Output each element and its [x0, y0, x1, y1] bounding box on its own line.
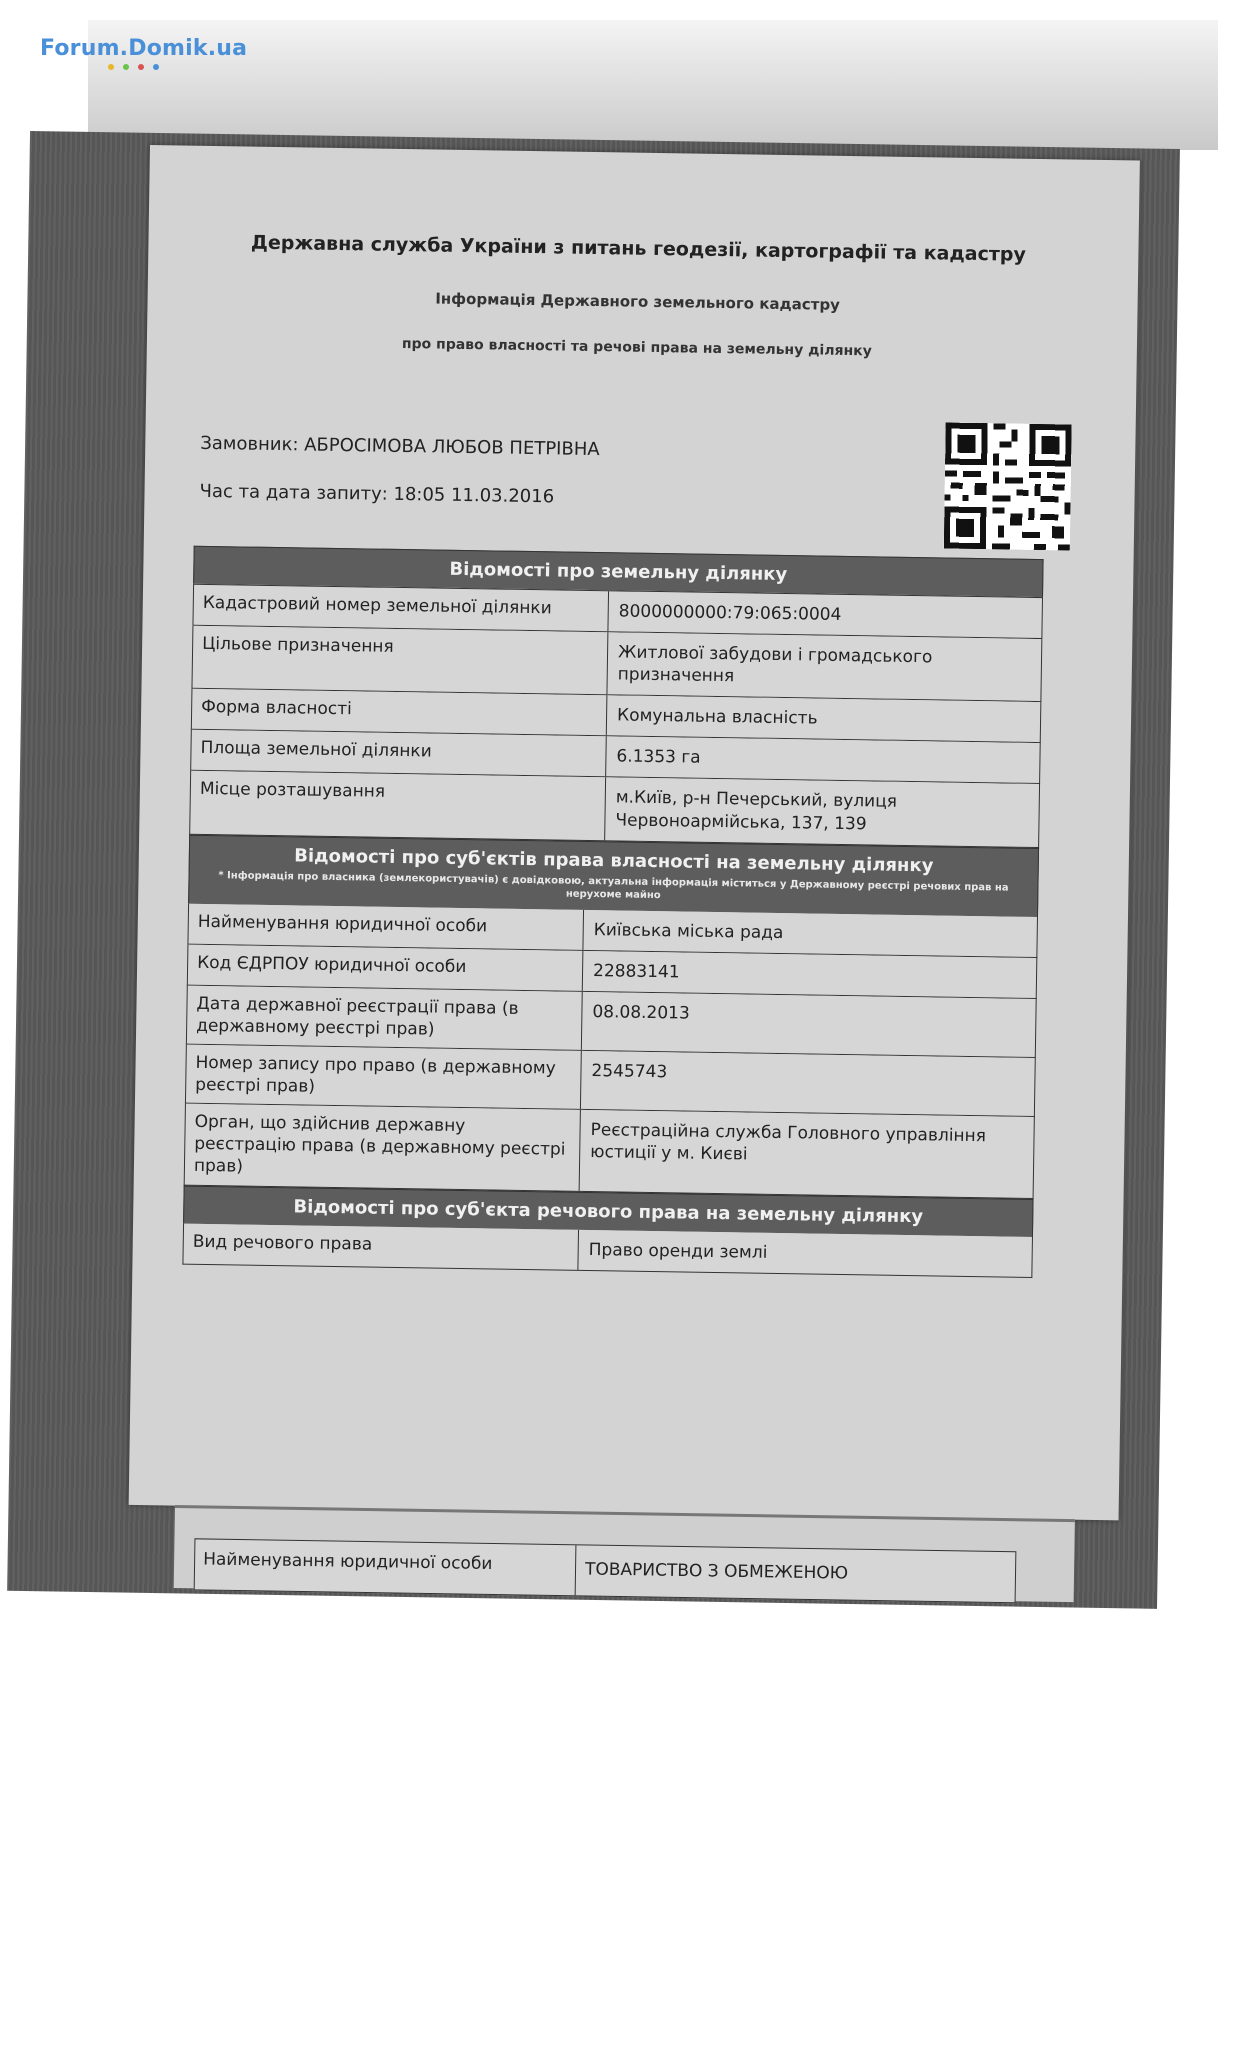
row-label: Дата державної реєстрації права (в державному реєстрі прав) — [187, 986, 583, 1050]
request-time: Час та дата запиту: 18:05 11.03.2016 — [199, 480, 555, 508]
watermark-dots — [108, 64, 159, 70]
row-label: Форма власності — [192, 689, 608, 736]
section-title: Відомості про суб'єктів права власності на земельну ділянку — [294, 845, 934, 877]
row-value: Житлової забудови і громадського призначення — [617, 642, 933, 687]
row-label: Найменування юридичної особи — [202, 1549, 493, 1574]
row-value: 22883141 — [592, 960, 680, 983]
watermark-dot — [153, 64, 159, 70]
document-title: Державна служба України з питань геодезії, картографії та кадастру — [250, 231, 1027, 266]
watermark-dot — [123, 64, 129, 70]
customer-name: Замовник: АБРОСІМОВА ЛЮБОВ ПЕТРІВНА — [200, 432, 600, 461]
section-note: * Інформація про власника (землекористувачів) є довідковою, актуальна інформація міститься у Державному реєстрі речових прав на нерухоме майно — [218, 869, 1009, 902]
row-label: Вид речового права — [183, 1223, 579, 1269]
row-value: 08.08.2013 — [592, 1001, 690, 1024]
row-label: Площа земельної ділянки — [191, 730, 607, 777]
row-value: ТОВАРИСТВО З ОБМЕЖЕНОЮ — [584, 1559, 849, 1584]
section-header-owners — [188, 834, 1039, 916]
watermark-logo: Forum.Domik.ua — [40, 36, 248, 61]
row-label: Цільове призначення — [192, 626, 608, 695]
row-label: Кадастровий номер земельної ділянки — [193, 585, 609, 632]
document-page — [129, 145, 1140, 1520]
row-value: 8000000000:79:065:0004 — [618, 601, 842, 625]
row-value: Комунальна власність — [616, 705, 818, 729]
cell-divider — [575, 1545, 577, 1595]
qr-code-icon — [944, 423, 1072, 551]
document-page-2 — [174, 1505, 1075, 1602]
row-value: Право оренди землі — [588, 1239, 768, 1263]
row-value: Реєстраційна служба Головного управління юстиції у м. Києві — [590, 1120, 987, 1165]
watermark-dot — [138, 64, 144, 70]
row-label: Орган, що здійснив державну реєстрацію права (в державному реєстрі прав) — [185, 1104, 581, 1190]
document-subtitle: Інформація Державного земельного кадастру — [435, 289, 841, 314]
section-header-land-plot: Відомості про земельну ділянку — [193, 546, 1043, 597]
document-subtitle-2: про право власності та речові права на земельну ділянку — [401, 335, 872, 360]
watermark-dot — [108, 64, 114, 70]
row-value: Київська міська рада — [593, 919, 784, 943]
row-value: 6.1353 га — [616, 746, 701, 769]
row-label: Місце розташування — [190, 771, 606, 840]
row-label: Код ЄДРПОУ юридичної особи — [188, 944, 584, 990]
row-value: 2545743 — [591, 1061, 668, 1083]
row-value: м.Київ, р-н Печерський, вулиця Червоноармійська, 137, 139 — [615, 787, 898, 834]
scan-top-area — [88, 20, 1218, 150]
section-header-property-right: Відомості про суб'єкта речового права на земельну ділянку — [183, 1185, 1033, 1236]
row-label: Найменування юридичної особи — [188, 903, 584, 949]
table-row — [184, 1104, 1035, 1199]
row-label: Номер запису про право (в державному реєстрі прав) — [186, 1045, 582, 1109]
cadastral-info-table — [182, 546, 1043, 1278]
